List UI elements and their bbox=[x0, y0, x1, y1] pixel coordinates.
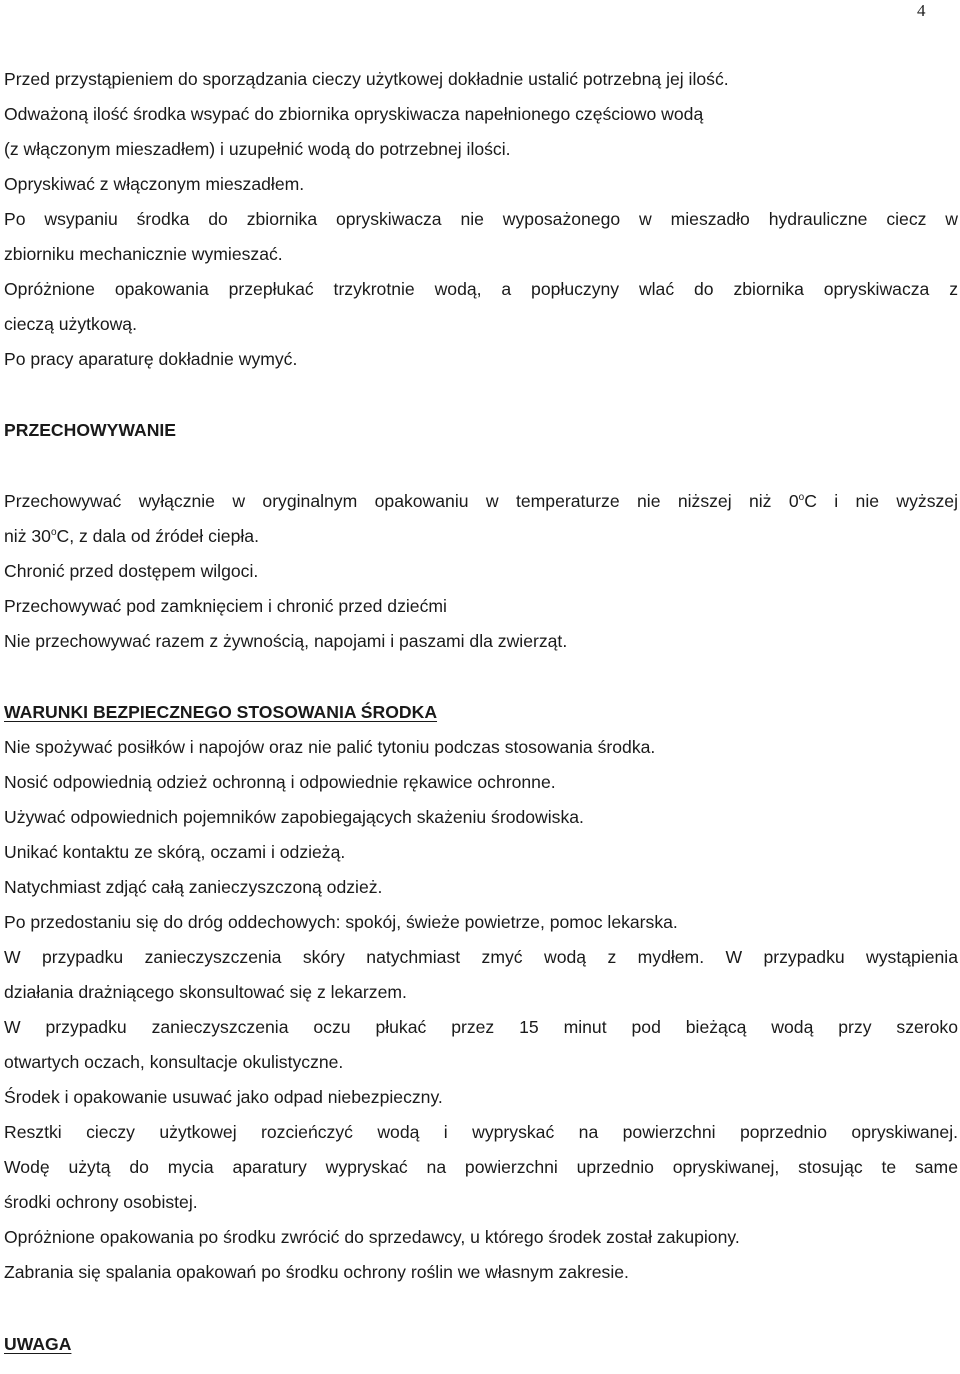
storage-text: C i nie wyższej bbox=[804, 491, 958, 511]
storage-line: Chronić przed dostępem wilgoci. bbox=[4, 561, 259, 581]
page-number: 4 bbox=[917, 1, 926, 20]
safety-line: działania drażniącego skonsultować się z lekarzem. bbox=[4, 982, 407, 1002]
safety-line: W przypadku zanieczyszczenia skóry natychmiast zmyć wodą z mydłem. W przypadku wystąpienia bbox=[4, 947, 958, 967]
safety-line: Po przedostaniu się do dróg oddechowych: spokój, świeże powietrze, pomoc lekarska. bbox=[4, 912, 678, 932]
safety-line: Resztki cieczy użytkowej rozcieńczyć wodą i wypryskać na powierzchni poprzednio opryskiwanej. bbox=[4, 1122, 958, 1142]
degree-mark: o bbox=[798, 492, 805, 504]
storage-text: C, z dala od źródeł ciepła. bbox=[56, 526, 259, 546]
preparation-section bbox=[4, 62, 958, 377]
safety-line: Natychmiast zdjąć całą zanieczyszczoną odzież. bbox=[4, 877, 383, 897]
safety-line: Środek i opakowanie usuwać jako odpad niebezpieczny. bbox=[4, 1087, 443, 1107]
storage-line: Przechowywać pod zamknięciem i chronić przed dziećmi bbox=[4, 596, 447, 616]
prep-line: zbiorniku mechanicznie wymieszać. bbox=[4, 244, 283, 264]
prep-line: (z włączonym mieszadłem) i uzupełnić wodą do potrzebnej ilości. bbox=[4, 139, 511, 159]
safety-line: Używać odpowiednich pojemników zapobiegających skażeniu środowiska. bbox=[4, 807, 584, 827]
prep-line: Przed przystąpieniem do sporządzania cieczy użytkowej dokładnie ustalić potrzebną jej ilość. bbox=[4, 69, 729, 89]
safety-line: środki ochrony osobistej. bbox=[4, 1192, 198, 1212]
prep-line: Po pracy aparaturę dokładnie wymyć. bbox=[4, 349, 298, 369]
storage-heading: PRZECHOWYWANIE bbox=[4, 420, 177, 440]
prep-line: Opryskiwać z włączonym mieszadłem. bbox=[4, 174, 305, 194]
safety-line: Nosić odpowiednią odzież ochronną i odpowiednie rękawice ochronne. bbox=[4, 772, 556, 792]
storage-text: Przechowywać wyłącznie w oryginalnym opakowaniu w temperaturze nie niższej niż 0 bbox=[4, 491, 799, 511]
prep-line: Opróżnione opakowania przepłukać trzykrotnie wodą, a popłuczyny wlać do zbiornika opryskiwacza z bbox=[4, 279, 958, 299]
prep-line: Odważoną ilość środka wsypać do zbiornika opryskiwacza napełnionego częściowo wodą bbox=[4, 104, 704, 124]
storage-temperature-line bbox=[4, 519, 958, 554]
document-body bbox=[4, 62, 958, 1362]
warning-heading: UWAGA bbox=[4, 1334, 72, 1354]
storage-line: Nie przechowywać razem z żywnością, napojami i paszami dla zwierząt. bbox=[4, 631, 568, 651]
safety-line: otwartych oczach, konsultacje okulistyczne. bbox=[4, 1052, 344, 1072]
safety-section bbox=[4, 695, 958, 1290]
safety-line: Wodę użytą do mycia aparatury wypryskać na powierzchni uprzednio opryskiwanej, stosując te same bbox=[4, 1157, 958, 1177]
storage-text: niż 30 bbox=[4, 526, 51, 546]
storage-temperature-line bbox=[4, 484, 958, 519]
safety-line: Nie spożywać posiłków i napojów oraz nie palić tytoniu podczas stosowania środka. bbox=[4, 737, 656, 757]
safety-line: Zabrania się spalania opakowań po środku ochrony roślin we własnym zakresie. bbox=[4, 1262, 629, 1282]
prep-line: cieczą użytkową. bbox=[4, 314, 137, 334]
safety-line: W przypadku zanieczyszczenia oczu płukać przez 15 minut pod bieżącą wodą przy szeroko bbox=[4, 1017, 958, 1037]
safety-line: Opróżnione opakowania po środku zwrócić do sprzedawcy, u którego środek został zakupiony. bbox=[4, 1227, 740, 1247]
warning-section bbox=[4, 1327, 958, 1362]
prep-line: Po wsypaniu środka do zbiornika opryskiwacza nie wyposażonego w mieszadło hydrauliczne ciecz w bbox=[4, 209, 958, 229]
safety-line: Unikać kontaktu ze skórą, oczami i odzieżą. bbox=[4, 842, 346, 862]
safety-heading: WARUNKI BEZPIECZNEGO STOSOWANIA ŚRODKA bbox=[4, 702, 438, 722]
storage-section bbox=[4, 413, 958, 659]
degree-mark: o bbox=[50, 527, 57, 539]
